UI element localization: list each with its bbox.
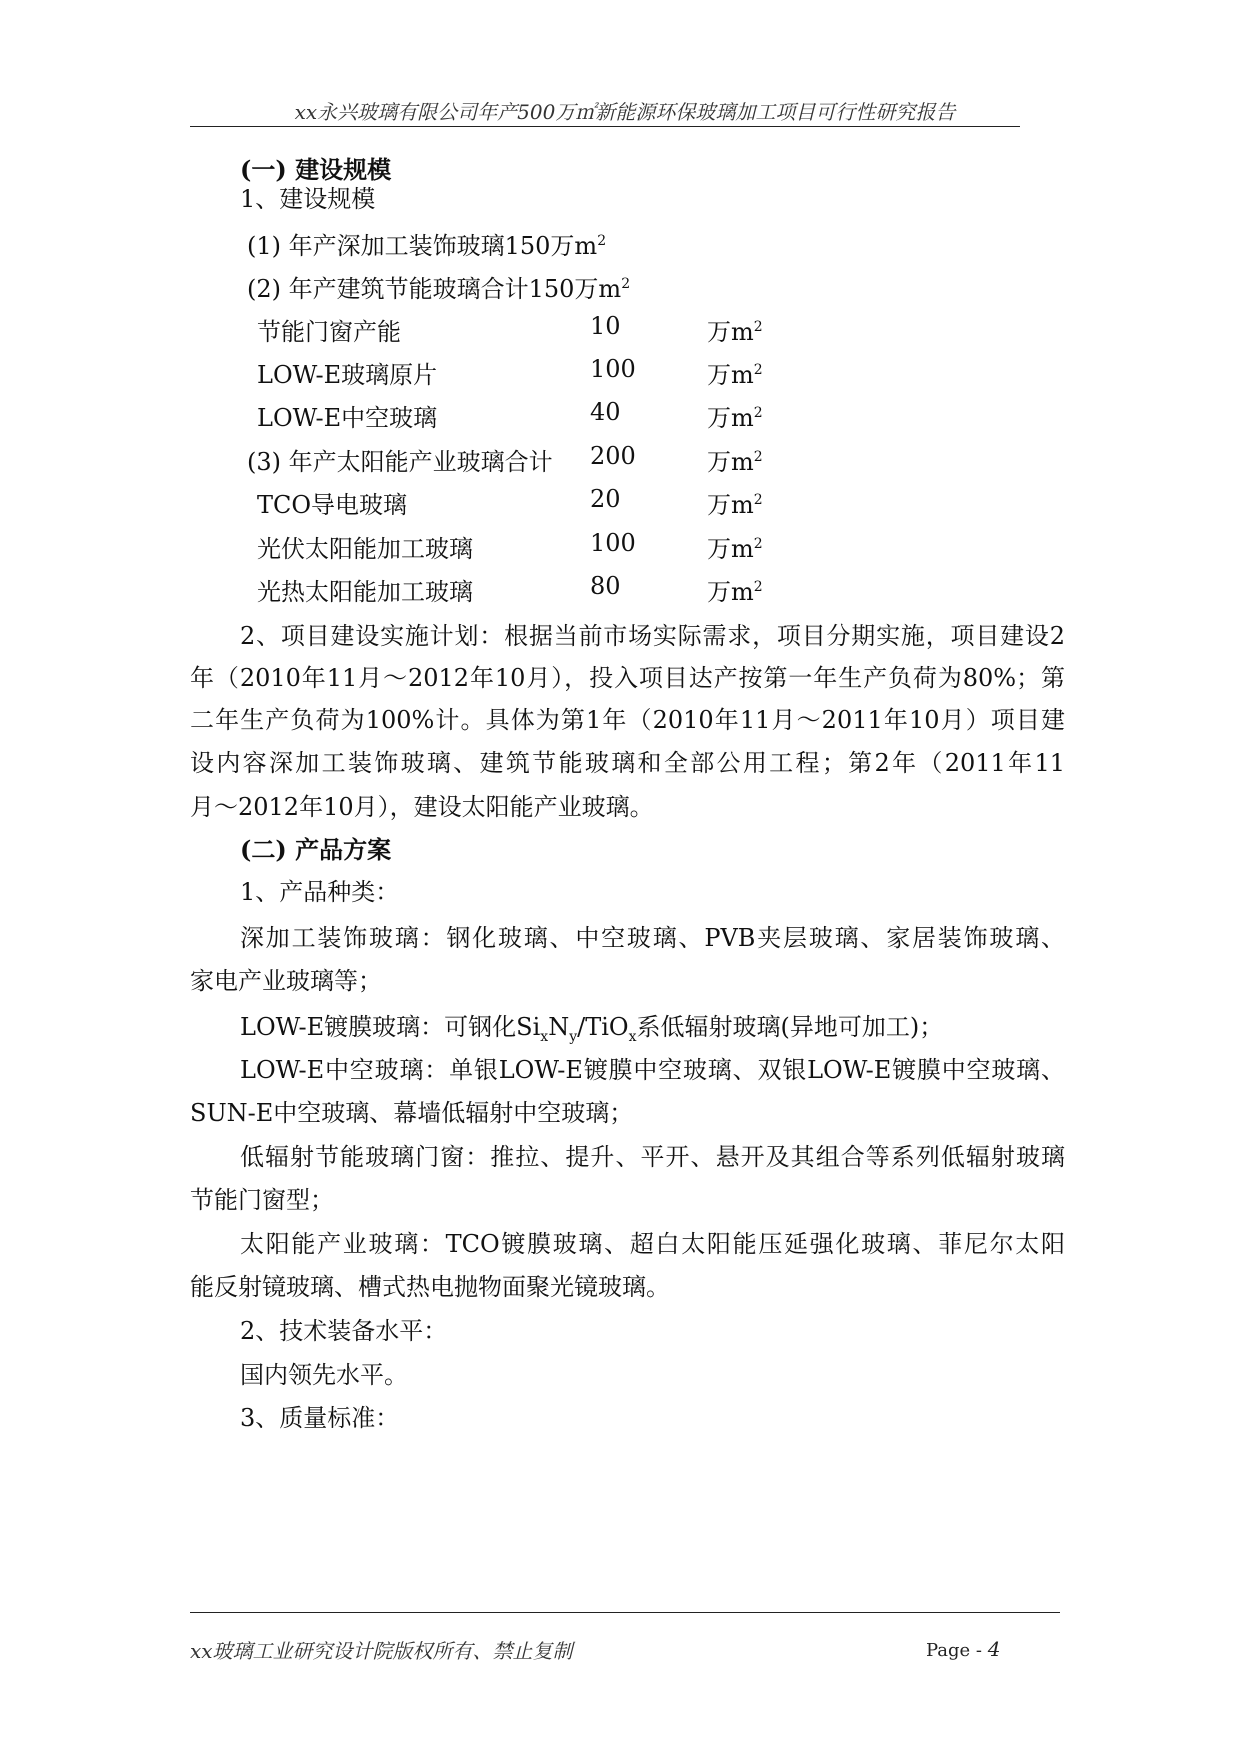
section-heading-1: (一) 建设规模 (240, 155, 392, 184)
plan-paragraph-line: 年（2010年11月～2012年10月），投入项目达产按第一年生产负荷为80%；第 (190, 664, 1065, 692)
section-heading-2: (二) 产品方案 (240, 835, 392, 864)
subheading-tech-level: 2、技术装备水平： (240, 1317, 448, 1345)
page-header: xx永兴玻璃有限公司年产500万㎡新能源环保玻璃加工项目可行性研究报告 (294, 100, 956, 124)
product-paragraph-line: LOW-E中空玻璃：单银LOW-E镀膜中空玻璃、双银LOW-E镀膜中空玻璃、 (240, 1056, 1065, 1084)
subheading-quality-standard: 3、质量标准： (240, 1404, 400, 1432)
plan-paragraph-line: 月～2012年10月），建设太阳能产业玻璃。 (190, 793, 654, 821)
product-paragraph-line: 深加工装饰玻璃：钢化玻璃、中空玻璃、PVB夹层玻璃、家居装饰玻璃、 (240, 924, 1065, 952)
scale-item-2: (2) 年产建筑节能玻璃合计150万$m^2$ (247, 275, 631, 303)
table-row: TCO导电玻璃 20 万$m^2$ (257, 485, 763, 519)
plan-paragraph-line: 2、项目建设实施计划：根据当前市场实际需求，项目分期实施，项目建设2 (240, 622, 1065, 650)
table-row: LOW-E玻璃原片 100 万$m^2$ (257, 355, 763, 389)
product-paragraph-line: 能反射镜玻璃、槽式热电抛物面聚光镜玻璃。 (190, 1273, 670, 1301)
product-paragraph-line: 节能门窗型； (190, 1186, 334, 1214)
plan-paragraph-line: 二年生产负荷为100%计。具体为第1年（2010年11月～2011年10月）项目建 (190, 706, 1065, 734)
subheading-scale: 1、建设规模 (240, 185, 376, 213)
plan-paragraph-line: 设内容深加工装饰玻璃、建筑节能玻璃和全部公用工程；第2年（2011年11 (190, 749, 1065, 777)
tech-level-text: 国内领先水平。 (240, 1361, 408, 1389)
footer-rule (190, 1612, 1060, 1613)
product-paragraph-line: 低辐射节能玻璃门窗：推拉、提升、平开、悬开及其组合等系列低辐射玻璃 (240, 1143, 1065, 1171)
subheading-product-types: 1、产品种类： (240, 878, 400, 906)
table-row: 光热太阳能加工玻璃 80 万$m^2$ (257, 572, 763, 606)
table-row: LOW-E中空玻璃 40 万$m^2$ (257, 398, 763, 432)
table-row: (3) 年产太阳能产业玻璃合计 200 万$m^2$ (247, 442, 763, 476)
table-row: 节能门窗产能 10 万$m^2$ (257, 312, 763, 346)
header-rule (190, 126, 1020, 127)
footer-copyright: xx玻璃工业研究设计院版权所有、禁止复制 (190, 1639, 573, 1663)
table-row: 光伏太阳能加工玻璃 100 万$m^2$ (257, 529, 763, 563)
product-paragraph-line: LOW-E镀膜玻璃：可钢化$Si_xN_y/TiO_x$系低辐射玻璃(异地可加工)； (240, 1013, 944, 1045)
page-number: Page - 4 (926, 1637, 1001, 1661)
product-paragraph-line: 太阳能产业玻璃：TCO镀膜玻璃、超白太阳能压延强化玻璃、菲尼尔太阳 (240, 1230, 1065, 1258)
scale-item-1: (1) 年产深加工装饰玻璃150万$m^2$ (247, 232, 607, 260)
product-paragraph-line: 家电产业玻璃等； (190, 967, 382, 995)
product-paragraph-line: SUN-E中空玻璃、幕墙低辐射中空玻璃； (190, 1099, 634, 1127)
